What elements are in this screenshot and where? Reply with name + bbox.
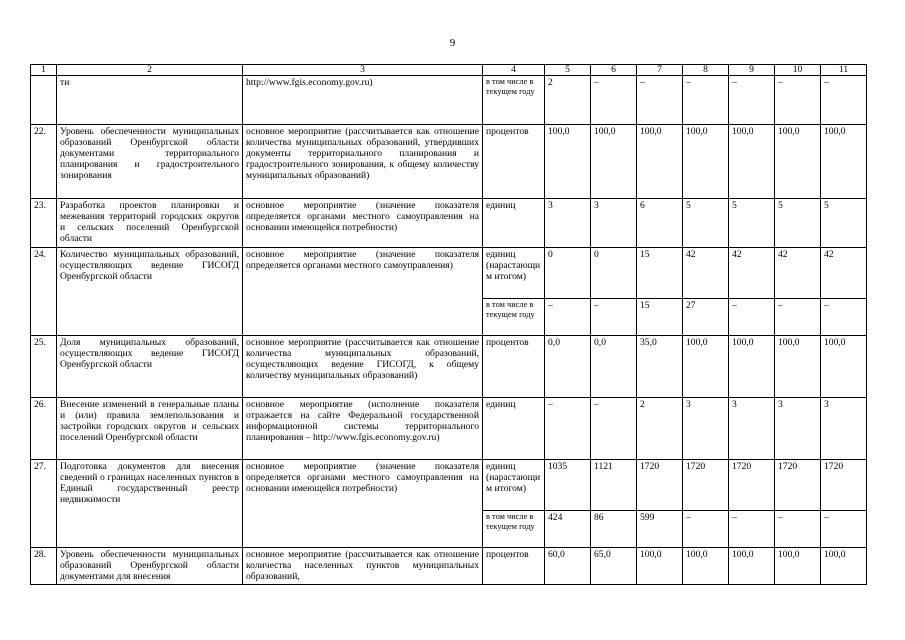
row-number: 23. xyxy=(31,199,57,248)
value-cell: 100,0 xyxy=(775,125,821,199)
value-cell: 100,0 xyxy=(637,125,683,199)
unit-cell: процентов xyxy=(483,548,545,585)
value-cell: – xyxy=(545,398,591,460)
page-number: 9 xyxy=(449,37,456,49)
value-cell: – xyxy=(821,511,867,548)
value-cell: 27 xyxy=(683,299,729,336)
value-cell: 3 xyxy=(775,398,821,460)
indicator-description: основное мероприятие (рассчитывается как отношение количества населенных пунктов муниципальных образований, xyxy=(243,548,483,585)
value-cell: 424 xyxy=(545,511,591,548)
row-number: 25. xyxy=(31,336,57,398)
value-cell: 15 xyxy=(637,248,683,299)
value-cell: 0 xyxy=(591,248,637,299)
header-cell: 11 xyxy=(821,65,867,76)
row-number xyxy=(31,76,57,125)
unit-cell: единиц (нарастающим итогом) xyxy=(483,460,545,511)
value-cell: – xyxy=(683,511,729,548)
table-row xyxy=(31,125,867,199)
value-cell: – xyxy=(729,299,775,336)
indicator-description: основное мероприятие (рассчитывается как отношение количества муниципальных образований, утвердивших документы территориального планирования и градостроительного зонирования, к общему количеству муниципальных образований) xyxy=(243,125,483,199)
value-cell: 42 xyxy=(683,248,729,299)
header-cell: 6 xyxy=(591,65,637,76)
value-cell: 5 xyxy=(683,199,729,248)
unit-cell: в том числе в текущем году xyxy=(483,299,545,336)
value-cell: 35,0 xyxy=(637,336,683,398)
indicator-name: Внесение изменений в генеральные планы и (или) правила землепользования и застройки городских округов и сельских поселений Оренбургской области xyxy=(57,398,243,460)
indicator-name: Количество муниципальных образований, осуществляющих ведение ГИСОГД Оренбургской области xyxy=(57,248,243,336)
row-number: 26. xyxy=(31,398,57,460)
value-cell: 100,0 xyxy=(729,548,775,585)
header-cell: 1 xyxy=(31,65,57,76)
value-cell: 5 xyxy=(729,199,775,248)
indicator-description: основное мероприятие (значение показателя определяется органами местного самоуправления) xyxy=(243,248,483,336)
value-cell: 100,0 xyxy=(821,548,867,585)
indicator-description: http://www.fgis.economy.gov.ru) xyxy=(243,76,483,125)
indicator-name: Уровень обеспеченности муниципальных образований Оренбургской области документами территориального планирования и градостроительного зонирования xyxy=(57,125,243,199)
value-cell: 6 xyxy=(637,199,683,248)
value-cell: – xyxy=(729,511,775,548)
indicator-description: основное мероприятие (значение показателя определяется органами местного самоуправления на основании имеющейся потребности) xyxy=(243,460,483,548)
value-cell: 42 xyxy=(775,248,821,299)
value-cell: 42 xyxy=(821,248,867,299)
value-cell: 100,0 xyxy=(683,336,729,398)
row-number: 22. xyxy=(31,125,57,199)
row-number: 28. xyxy=(31,548,57,585)
value-cell: 1720 xyxy=(821,460,867,511)
value-cell: 2 xyxy=(637,398,683,460)
value-cell: 100,0 xyxy=(821,125,867,199)
table-row xyxy=(31,460,867,511)
value-cell: 15 xyxy=(637,299,683,336)
table-row xyxy=(31,548,867,585)
value-cell: 100,0 xyxy=(821,336,867,398)
value-cell: 42 xyxy=(729,248,775,299)
value-cell: – xyxy=(591,76,637,125)
table-row-continued xyxy=(31,76,867,125)
value-cell: – xyxy=(637,76,683,125)
value-cell: – xyxy=(545,299,591,336)
value-cell: 0,0 xyxy=(591,336,637,398)
row-number: 24. xyxy=(31,248,57,336)
value-cell: 599 xyxy=(637,511,683,548)
value-cell: 3 xyxy=(591,199,637,248)
table-row xyxy=(31,199,867,248)
header-cell: 4 xyxy=(483,65,545,76)
value-cell: – xyxy=(591,299,637,336)
unit-cell: процентов xyxy=(483,336,545,398)
unit-cell: в том числе в текущем году xyxy=(483,76,545,125)
value-cell: 5 xyxy=(821,199,867,248)
value-cell: 100,0 xyxy=(729,336,775,398)
value-cell: – xyxy=(775,76,821,125)
value-cell: 0,0 xyxy=(545,336,591,398)
value-cell: 1720 xyxy=(683,460,729,511)
value-cell: 1720 xyxy=(729,460,775,511)
value-cell: 2 xyxy=(545,76,591,125)
value-cell: – xyxy=(683,76,729,125)
row-number: 27. xyxy=(31,460,57,548)
indicator-description: основное мероприятие (значение показателя определяется органами местного самоуправления на основании имеющейся потребности) xyxy=(243,199,483,248)
value-cell: – xyxy=(821,299,867,336)
unit-cell: процентов xyxy=(483,125,545,199)
table-row xyxy=(31,398,867,460)
value-cell: – xyxy=(591,398,637,460)
header-cell: 7 xyxy=(637,65,683,76)
header-cell: 10 xyxy=(775,65,821,76)
value-cell: 100,0 xyxy=(729,125,775,199)
unit-cell: в том числе в текущем году xyxy=(483,511,545,548)
value-cell: 100,0 xyxy=(683,548,729,585)
indicator-name: Подготовка документов для внесения сведений о границах населенных пунктов в Единый государственный реестр недвижимости xyxy=(57,460,243,548)
indicator-description: основное мероприятие (рассчитывается как отношение количества муниципальных образований, осуществляющих ведение ГИСОГД, к общему количеству муниципальных образований) xyxy=(243,336,483,398)
table-row xyxy=(31,248,867,299)
header-cell: 2 xyxy=(57,65,243,76)
value-cell: – xyxy=(775,299,821,336)
unit-cell: единиц xyxy=(483,398,545,460)
value-cell: 5 xyxy=(775,199,821,248)
value-cell: 0 xyxy=(545,248,591,299)
header-cell: 9 xyxy=(729,65,775,76)
value-cell: 100,0 xyxy=(591,125,637,199)
value-cell: 1035 xyxy=(545,460,591,511)
unit-cell: единиц xyxy=(483,199,545,248)
header-row xyxy=(31,65,867,76)
value-cell: 100,0 xyxy=(775,336,821,398)
value-cell: 1121 xyxy=(591,460,637,511)
header-cell: 5 xyxy=(545,65,591,76)
value-cell: 60,0 xyxy=(545,548,591,585)
indicator-name: Разработка проектов планировки и межевания территорий городских округов и сельских поселений Оренбургской области xyxy=(57,199,243,248)
indicator-name: Уровень обеспеченности муниципальных образований Оренбургской области документами для внесения xyxy=(57,548,243,585)
value-cell: 100,0 xyxy=(683,125,729,199)
value-cell: 3 xyxy=(729,398,775,460)
value-cell: 100,0 xyxy=(545,125,591,199)
value-cell: 3 xyxy=(821,398,867,460)
unit-cell: единиц (нарастающим итогом) xyxy=(483,248,545,299)
value-cell: – xyxy=(821,76,867,125)
value-cell: 65,0 xyxy=(591,548,637,585)
indicator-name: ти xyxy=(57,76,243,125)
value-cell: 100,0 xyxy=(637,548,683,585)
header-cell: 8 xyxy=(683,65,729,76)
value-cell: 1720 xyxy=(637,460,683,511)
value-cell: 3 xyxy=(683,398,729,460)
indicators-table xyxy=(30,64,867,585)
value-cell: 3 xyxy=(545,199,591,248)
value-cell: 86 xyxy=(591,511,637,548)
header-cell: 3 xyxy=(243,65,483,76)
value-cell: – xyxy=(729,76,775,125)
value-cell: 100,0 xyxy=(775,548,821,585)
indicator-description: основное мероприятие (исполнение показателя отражается на сайте Федеральной государственной информационной системы территориального планирования – http://www.fgis.economy.gov.ru) xyxy=(243,398,483,460)
table-row xyxy=(31,336,867,398)
indicator-name: Доля муниципальных образований, осуществляющих ведение ГИСОГД Оренбургской области xyxy=(57,336,243,398)
value-cell: 1720 xyxy=(775,460,821,511)
value-cell: – xyxy=(775,511,821,548)
